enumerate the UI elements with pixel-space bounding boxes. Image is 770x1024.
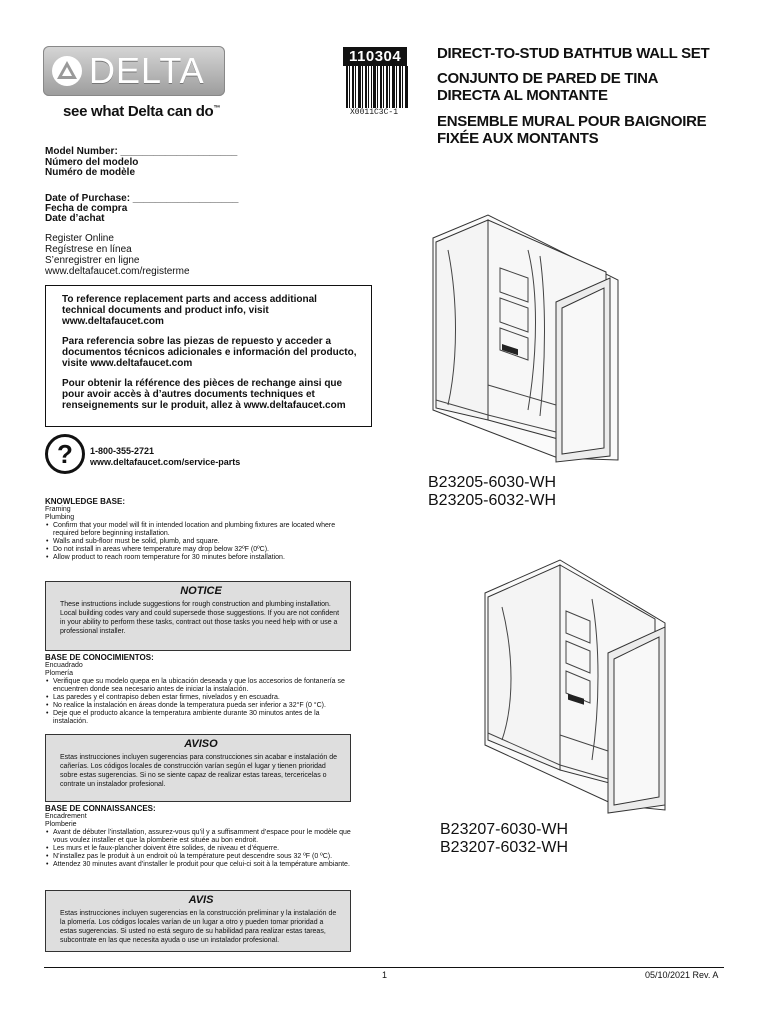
- brand-name: DELTA: [89, 50, 205, 91]
- notice-box-es: [45, 734, 351, 802]
- notice-heading: NOTICE: [180, 585, 222, 597]
- knowledge-base-es: [45, 654, 355, 726]
- page-number: 1: [382, 970, 388, 980]
- model-number-es: Número del modelo: [45, 157, 139, 168]
- revision-date: 05/10/2021 Rev. A: [645, 970, 719, 980]
- register-es: Regístrese en línea: [45, 244, 132, 255]
- delta-logo: [43, 46, 225, 96]
- kb-es-framing: Encuadrado: [45, 662, 83, 669]
- notice-text: These instructions include suggestions for rough construction and plumbing installation. Local building codes vary and could supersede those suggestions. If you are not confident in your ability to perform these tasks, contract out those tasks you need help with or use a professional installer.: [60, 601, 340, 635]
- model-b23207-6032: B23207-6032-WH: [440, 839, 569, 856]
- date-field: Date of Purchase: ___________________: [45, 193, 239, 204]
- model-b23205-6030: B23205-6030-WH: [428, 474, 557, 491]
- kb-es-item: • Deje que el producto alcance la temperatura ambiente durante 30 minutos antes de la instalación.: [45, 710, 355, 726]
- model-number-field: Model Number: _____________________: [45, 146, 238, 157]
- knowledge-base-en: [45, 498, 355, 562]
- kb-en-item: • Confirm that your model will fit in intended location and plumbing fixtures are located where required before beginning installation.: [45, 522, 355, 538]
- reference-box: [45, 285, 372, 427]
- register-link[interactable]: www.deltafaucet.com/registerme: [45, 266, 190, 277]
- aviso-text: Estas instrucciones incluyen sugerencias para construcciones sin acabar e instalación de cañerías. Los códigos locales de construcción varían según el lugar y tienen prioridad sobre estas sugerencias. Si no se siente capaz de realizar estas tareas, tercericelas o contrate un instalador profesional.: [60, 754, 338, 788]
- date-es: Fecha de compra: [45, 203, 128, 214]
- reference-en: To reference replacement parts and access additional technical documents and product info, visit www.deltafaucet.com: [62, 294, 317, 327]
- model-b23205-6032: B23205-6032-WH: [428, 492, 557, 509]
- title-es-1: CONJUNTO DE PARED DE TINA: [437, 70, 659, 87]
- model-number-fr: Numéro de modèle: [45, 167, 136, 178]
- reference-fr: Pour obtenir la référence des pièces de rechange ainsi que pour avoir accès à d’autres documents techniques et renseignements sur le produit, allez à www.deltafaucet.com: [62, 378, 346, 411]
- model-b23207-6030: B23207-6030-WH: [440, 821, 569, 838]
- avis-text: Estas instrucciones incluyen sugerencias en la construcción preliminar y la instalación de la plomería. Los códigos locales varían de un lugar a otro y pueden tomar prioridad a estas sugerencias. Si usted no está seguro de su habilidad para realizar estas tareas, subcontrate en las que necesita ayuda o use un instalador profesional.: [60, 910, 337, 944]
- date-fr: Date d’achat: [45, 213, 105, 224]
- kb-fr-item: • Attendez 30 minutes avant d’installer le produit pour que celui-ci soit à la température ambiante.: [45, 861, 355, 869]
- kb-en-item: • Allow product to reach room temperature for 30 minutes before installation.: [45, 554, 355, 562]
- kb-en-heading: KNOWLEDGE BASE:: [45, 497, 125, 506]
- part-number: 110304: [343, 47, 407, 66]
- kb-fr-item: • N’installez pas le produit à un endroit où la température peut descendre sous 32 ºF (0 ºC).: [45, 853, 355, 861]
- notice-box-fr: [45, 890, 351, 952]
- tagline: see what Delta can do™: [63, 103, 221, 120]
- help-url[interactable]: www.deltafaucet.com/service-parts: [90, 457, 241, 467]
- kb-es-heading: BASE DE CONOCIMIENTOS:: [45, 653, 154, 662]
- footer-rule: [44, 967, 724, 968]
- title-fr-2: FIXÉE AUX MONTANTS: [437, 130, 599, 147]
- help-phone[interactable]: 1-800-355-2721: [90, 446, 155, 456]
- register-block: [45, 233, 190, 277]
- title-fr-1: ENSEMBLE MURAL POUR BAIGNOIRE: [437, 113, 707, 130]
- kb-es-item: • No realice la instalación en áreas donde la temperatura pueda ser inferior a 32°F (0 °C).: [45, 702, 355, 710]
- bathtub-wall-illustration-2: [480, 555, 680, 815]
- kb-fr-heading: BASE DE CONNAISSANCES:: [45, 804, 156, 813]
- barcode-text: X0011C3C-1: [350, 108, 399, 117]
- kb-en-item: • Walls and sub-floor must be solid, plumb, and square.: [45, 538, 355, 546]
- title-en: DIRECT-TO-STUD BATHTUB WALL SET: [437, 45, 710, 62]
- aviso-heading: AVISO: [184, 738, 218, 750]
- kb-es-item: • Verifique que su modelo quepa en la ubicación deseada y que los accesorios de fontanería se encuentren donde sea necesario antes de iniciar la instalación.: [45, 678, 355, 694]
- model-set-1: [428, 474, 556, 510]
- knowledge-base-fr: [45, 805, 355, 869]
- notice-box-en: [45, 581, 351, 651]
- kb-es-plumbing: Plomería: [45, 670, 74, 677]
- kb-en-plumbing: Plumbing: [45, 514, 75, 521]
- help-icon: ?: [45, 434, 85, 474]
- delta-triangle-icon: [51, 55, 83, 87]
- bathtub-wall-illustration-1: [428, 210, 628, 465]
- kb-en-framing: Framing: [45, 506, 71, 513]
- reference-es: Para referencia sobre las piezas de repuesto y acceder a documentos técnicos adicionales e información del producto, visite www.deltafaucet.com: [62, 336, 357, 369]
- kb-en-item: • Do not install in areas where temperature may drop below 32ºF (0ºC).: [45, 546, 355, 554]
- kb-fr-item: • Avant de débuter l’installation, assurez-vous qu’il y a suffisamment d’espace pour le modèle que vous voulez installer et que la plomberie est située au bon endroit.: [45, 829, 355, 845]
- title-es-2: DIRECTA AL MONTANTE: [437, 87, 608, 104]
- kb-fr-framing: Encadrement: [45, 813, 87, 820]
- help-contact: [90, 446, 240, 468]
- kb-es-item: • Las paredes y el contrapiso deben estar firmes, nivelados y en escuadra.: [45, 694, 355, 702]
- register-en: Register Online: [45, 233, 114, 244]
- register-fr: S’enregistrer en ligne: [45, 255, 140, 266]
- barcode: [346, 66, 408, 108]
- kb-fr-plumbing: Plomberie: [45, 821, 77, 828]
- kb-fr-item: • Les murs et le faux-plancher doivent être solides, de niveau et d’équerre.: [45, 845, 355, 853]
- model-set-2: [440, 821, 568, 857]
- avis-heading: AVIS: [188, 894, 214, 906]
